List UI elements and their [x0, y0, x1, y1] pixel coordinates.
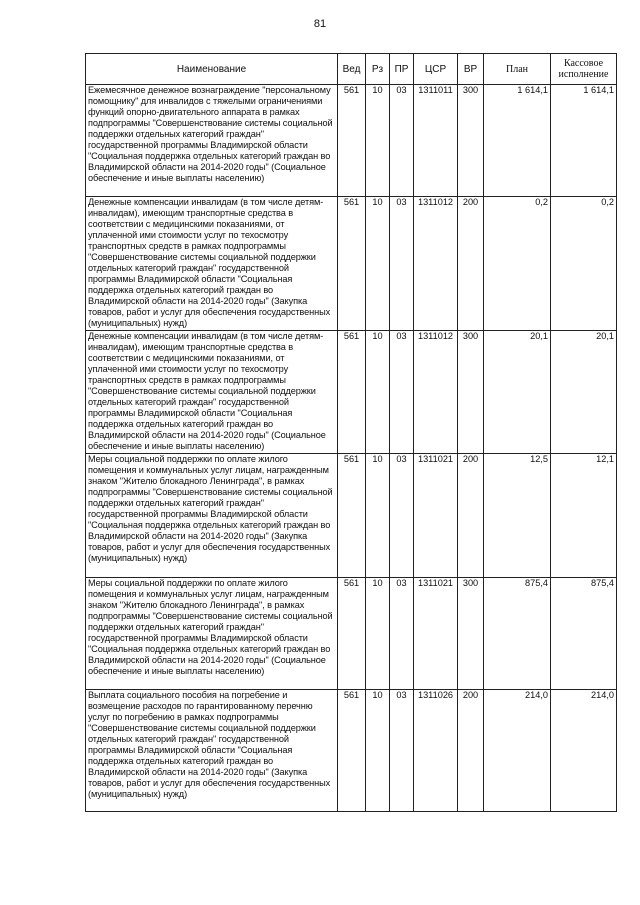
- row-rz: 10: [366, 690, 390, 812]
- row-vr: 300: [458, 85, 484, 197]
- row-pr: 03: [390, 85, 414, 197]
- table-row: [86, 454, 617, 578]
- header-plan: План: [484, 54, 551, 85]
- row-ved: 561: [338, 331, 366, 454]
- row-plan: 875,4: [484, 578, 551, 690]
- row-csr: 1311011: [414, 85, 458, 197]
- row-vr: 200: [458, 197, 484, 331]
- row-ved: 561: [338, 454, 366, 578]
- row-name: Меры социальной поддержки по оплате жилого помещения и коммунальных услуг лицам, награжденным знаком "Жителю блокадного Ленинграда", в рамках подпрограммы "Совершенствование системы социальной поддержки отдельных категорий граждан" государственной программы Владимирской области "Социальная поддержка отдельных категорий граждан во Владимирской области на 2014-2020 годы" (Закупка товаров, работ и услуг для обеспечения государственных (муниципальных) нужд): [86, 454, 338, 578]
- row-rz: 10: [366, 85, 390, 197]
- row-rz: 10: [366, 454, 390, 578]
- row-name: Денежные компенсации инвалидам (в том числе детям-инвалидам), имеющим транспортные средства в соответствии с медицинскими показаниями, от уплаченной ими стоимости услуг по техосмотру транспортных средств в рамках подпрограммы "Совершенствование системы социальной поддержки отдельных категорий граждан" государственной программы Владимирской области "Социальная поддержка отдельных категорий граждан во Владимирской области на 2014-2020 годы" (Закупка товаров, работ и услуг для обеспечения государственных (муниципальных) нужд): [86, 197, 338, 331]
- row-kassa: 12,1: [551, 454, 617, 578]
- row-csr: 1311026: [414, 690, 458, 812]
- row-ved: 561: [338, 578, 366, 690]
- table-row: [86, 331, 617, 454]
- row-ved: 561: [338, 690, 366, 812]
- row-name: Выплата социального пособия на погребение и возмещение расходов по гарантированному перечню услуг по погребению в рамках подпрограммы "Совершенствование системы социальной поддержки отдельных категорий граждан" государственной программы Владимирской области "Социальная поддержка отдельных категорий граждан во Владимирской области на 2014-2020 годы" (Закупка товаров, работ и услуг для обеспечения государственных (муниципальных) нужд): [86, 690, 338, 812]
- header-vr: ВР: [458, 54, 484, 85]
- row-pr: 03: [390, 690, 414, 812]
- row-ved: 561: [338, 85, 366, 197]
- row-kassa: 214,0: [551, 690, 617, 812]
- header-ved: Вед: [338, 54, 366, 85]
- row-name: Ежемесячное денежное вознаграждение "персональному помощнику" для инвалидов с тяжелыми ограничениями функций опорно-двигательного аппарата в рамках подпрограммы "Совершенствование системы социальной поддержки отдельных категорий граждан" государственной программы Владимирской области "Социальная поддержка отдельных категорий граждан во Владимирской области на 2014-2020 годы" (Социальное обеспечение и иные выплаты населению): [86, 85, 338, 197]
- table-row: [86, 578, 617, 690]
- row-plan: 214,0: [484, 690, 551, 812]
- row-csr: 1311021: [414, 454, 458, 578]
- table-row: [86, 690, 617, 812]
- header-rz: Рз: [366, 54, 390, 85]
- page-number: 81: [313, 18, 327, 30]
- row-rz: 10: [366, 578, 390, 690]
- budget-table: [85, 53, 617, 812]
- table-header-row: [86, 54, 617, 85]
- row-pr: 03: [390, 331, 414, 454]
- row-vr: 300: [458, 331, 484, 454]
- row-name: Меры социальной поддержки по оплате жилого помещения и коммунальных услуг лицам, награжденным знаком "Жителю блокадного Ленинграда", в рамках подпрограммы "Совершенствование системы социальной поддержки отдельных категорий граждан" государственной программы Владимирской области "Социальная поддержка отдельных категорий граждан во Владимирской области на 2014-2020 годы" (Социальное обеспечение и иные выплаты населению): [86, 578, 338, 690]
- row-ved: 561: [338, 197, 366, 331]
- row-kassa: 1 614,1: [551, 85, 617, 197]
- table-row: [86, 85, 617, 197]
- row-plan: 12,5: [484, 454, 551, 578]
- row-rz: 10: [366, 197, 390, 331]
- row-kassa: 875,4: [551, 578, 617, 690]
- row-vr: 200: [458, 454, 484, 578]
- header-kassa: Кассовое исполнение: [551, 54, 617, 85]
- row-csr: 1311012: [414, 197, 458, 331]
- header-name: Наименование: [86, 54, 338, 85]
- row-kassa: 20,1: [551, 331, 617, 454]
- row-csr: 1311012: [414, 331, 458, 454]
- row-plan: 0,2: [484, 197, 551, 331]
- header-pr: ПР: [390, 54, 414, 85]
- row-plan: 20,1: [484, 331, 551, 454]
- row-vr: 200: [458, 690, 484, 812]
- row-plan: 1 614,1: [484, 85, 551, 197]
- row-kassa: 0,2: [551, 197, 617, 331]
- table-row: [86, 197, 617, 331]
- row-pr: 03: [390, 197, 414, 331]
- row-csr: 1311021: [414, 578, 458, 690]
- row-name: Денежные компенсации инвалидам (в том числе детям-инвалидам), имеющим транспортные средства в соответствии с медицинскими показаниями, от уплаченной ими стоимости услуг по техосмотру транспортных средств в рамках подпрограммы "Совершенствование системы социальной поддержки отдельных категорий граждан" государственной программы Владимирской области "Социальная поддержка отдельных категорий граждан во Владимирской области на 2014-2020 годы" (Социальное обеспечение и иные выплаты населению): [86, 331, 338, 454]
- row-vr: 300: [458, 578, 484, 690]
- row-pr: 03: [390, 578, 414, 690]
- row-rz: 10: [366, 331, 390, 454]
- header-csr: ЦСР: [414, 54, 458, 85]
- row-pr: 03: [390, 454, 414, 578]
